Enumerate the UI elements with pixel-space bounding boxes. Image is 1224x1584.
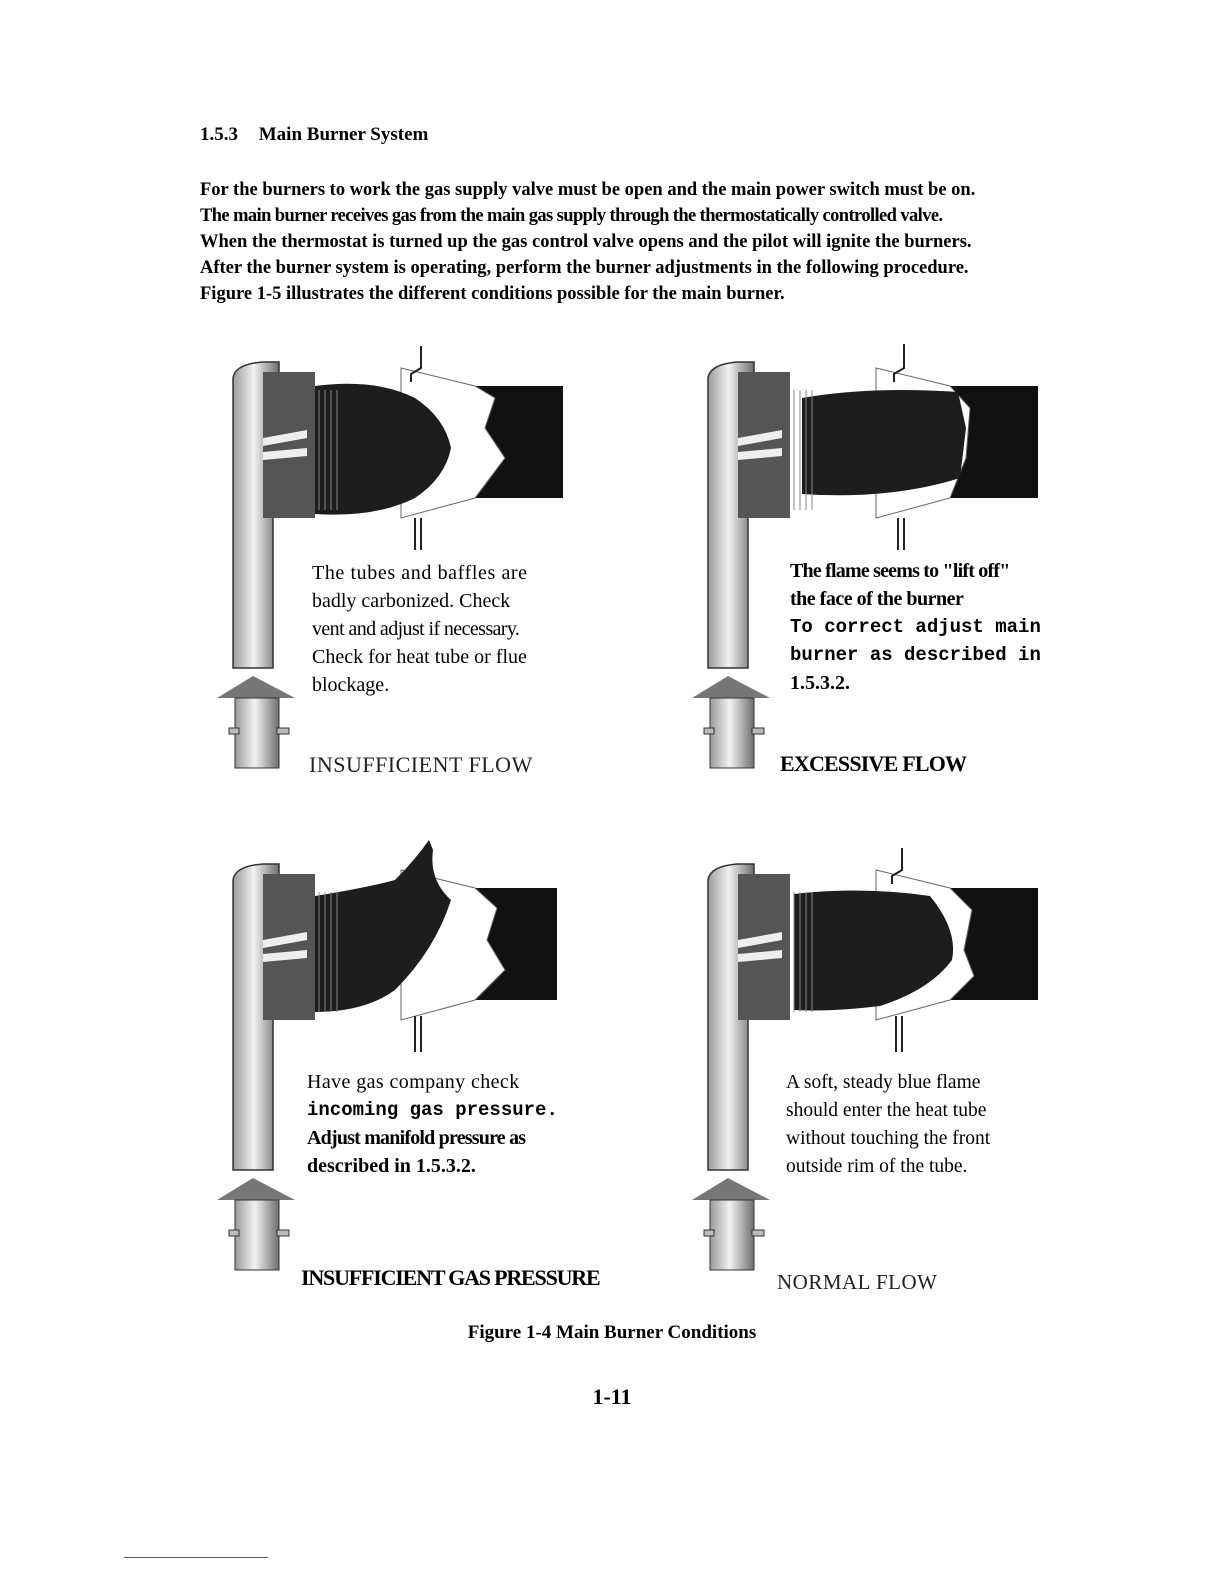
panel-insufficient-flow	[215, 338, 575, 778]
caption-insufficient-flow	[312, 559, 574, 699]
label-excessive-flow: EXCESSIVE FLOW	[780, 751, 967, 776]
caption-line: blockage.	[312, 674, 390, 696]
caption-line: To correct adjust main	[790, 616, 1041, 638]
panel-excessive-flow	[690, 338, 1050, 778]
intro-line: After the burner system is operating, perform the burner adjustments in the following procedure.	[200, 258, 969, 278]
caption-line: without touching the front	[786, 1128, 991, 1149]
label-insufficient-gas-pressure: INSUFFICIENT GAS PRESSURE	[301, 1265, 600, 1290]
intro-line: Figure 1-5 illustrates the different conditions possible for the main burner.	[200, 284, 785, 304]
label-insufficient-flow: INSUFFICIENT FLOW	[309, 752, 533, 777]
caption-insufficient-gas-pressure	[307, 1068, 569, 1180]
caption-line: The tubes and baffles are	[312, 562, 528, 584]
caption-line: incoming gas pressure.	[307, 1099, 558, 1121]
panel-normal-flow	[690, 840, 1050, 1294]
figure-caption: Figure 1-4 Main Burner Conditions	[467, 1322, 757, 1343]
panel-insufficient-gas-pressure	[215, 840, 600, 1290]
burner-illustration	[690, 840, 1050, 1280]
intro-paragraph	[200, 177, 1100, 307]
caption-normal-flow	[786, 1069, 1048, 1181]
label-normal-flow: NORMAL FLOW	[777, 1270, 938, 1294]
caption-line: the face of the burner	[790, 588, 964, 610]
caption-line: A soft, steady blue flame	[786, 1072, 981, 1093]
caption-line: should enter the heat tube	[786, 1100, 987, 1121]
burner-illustration	[215, 338, 575, 778]
caption-line: badly carbonized. Check	[312, 590, 511, 612]
caption-line: vent and adjust if necessary.	[312, 618, 520, 640]
caption-line: outside rim of the tube.	[786, 1156, 968, 1177]
caption-excessive-flow	[790, 557, 1052, 697]
caption-line: Have gas company check	[307, 1071, 520, 1093]
caption-line: Check for heat tube or flue	[312, 646, 527, 668]
caption-line: burner as described in	[790, 644, 1041, 666]
caption-line: described in 1.5.3.2.	[307, 1155, 476, 1177]
section-title: Main Burner System	[258, 124, 429, 145]
footnote-rule	[124, 1557, 268, 1558]
caption-line: Adjust manifold pressure as	[307, 1127, 526, 1149]
page-number: 1-11	[592, 1384, 632, 1409]
intro-line: For the burners to work the gas supply valve must be open and the main power switch must be on.	[200, 180, 976, 200]
intro-line: The main burner receives gas from the main gas supply through the thermostatically controlled valve.	[200, 206, 943, 226]
section-number: 1.5.3	[200, 124, 238, 145]
intro-line: When the thermostat is turned up the gas control valve opens and the pilot will ignite the burners.	[200, 232, 972, 252]
burner-illustration	[215, 840, 575, 1280]
section-heading	[200, 124, 428, 146]
caption-ref: 1.5.3.2.	[790, 672, 850, 694]
caption-line: The flame seems to "lift off"	[790, 560, 1010, 582]
